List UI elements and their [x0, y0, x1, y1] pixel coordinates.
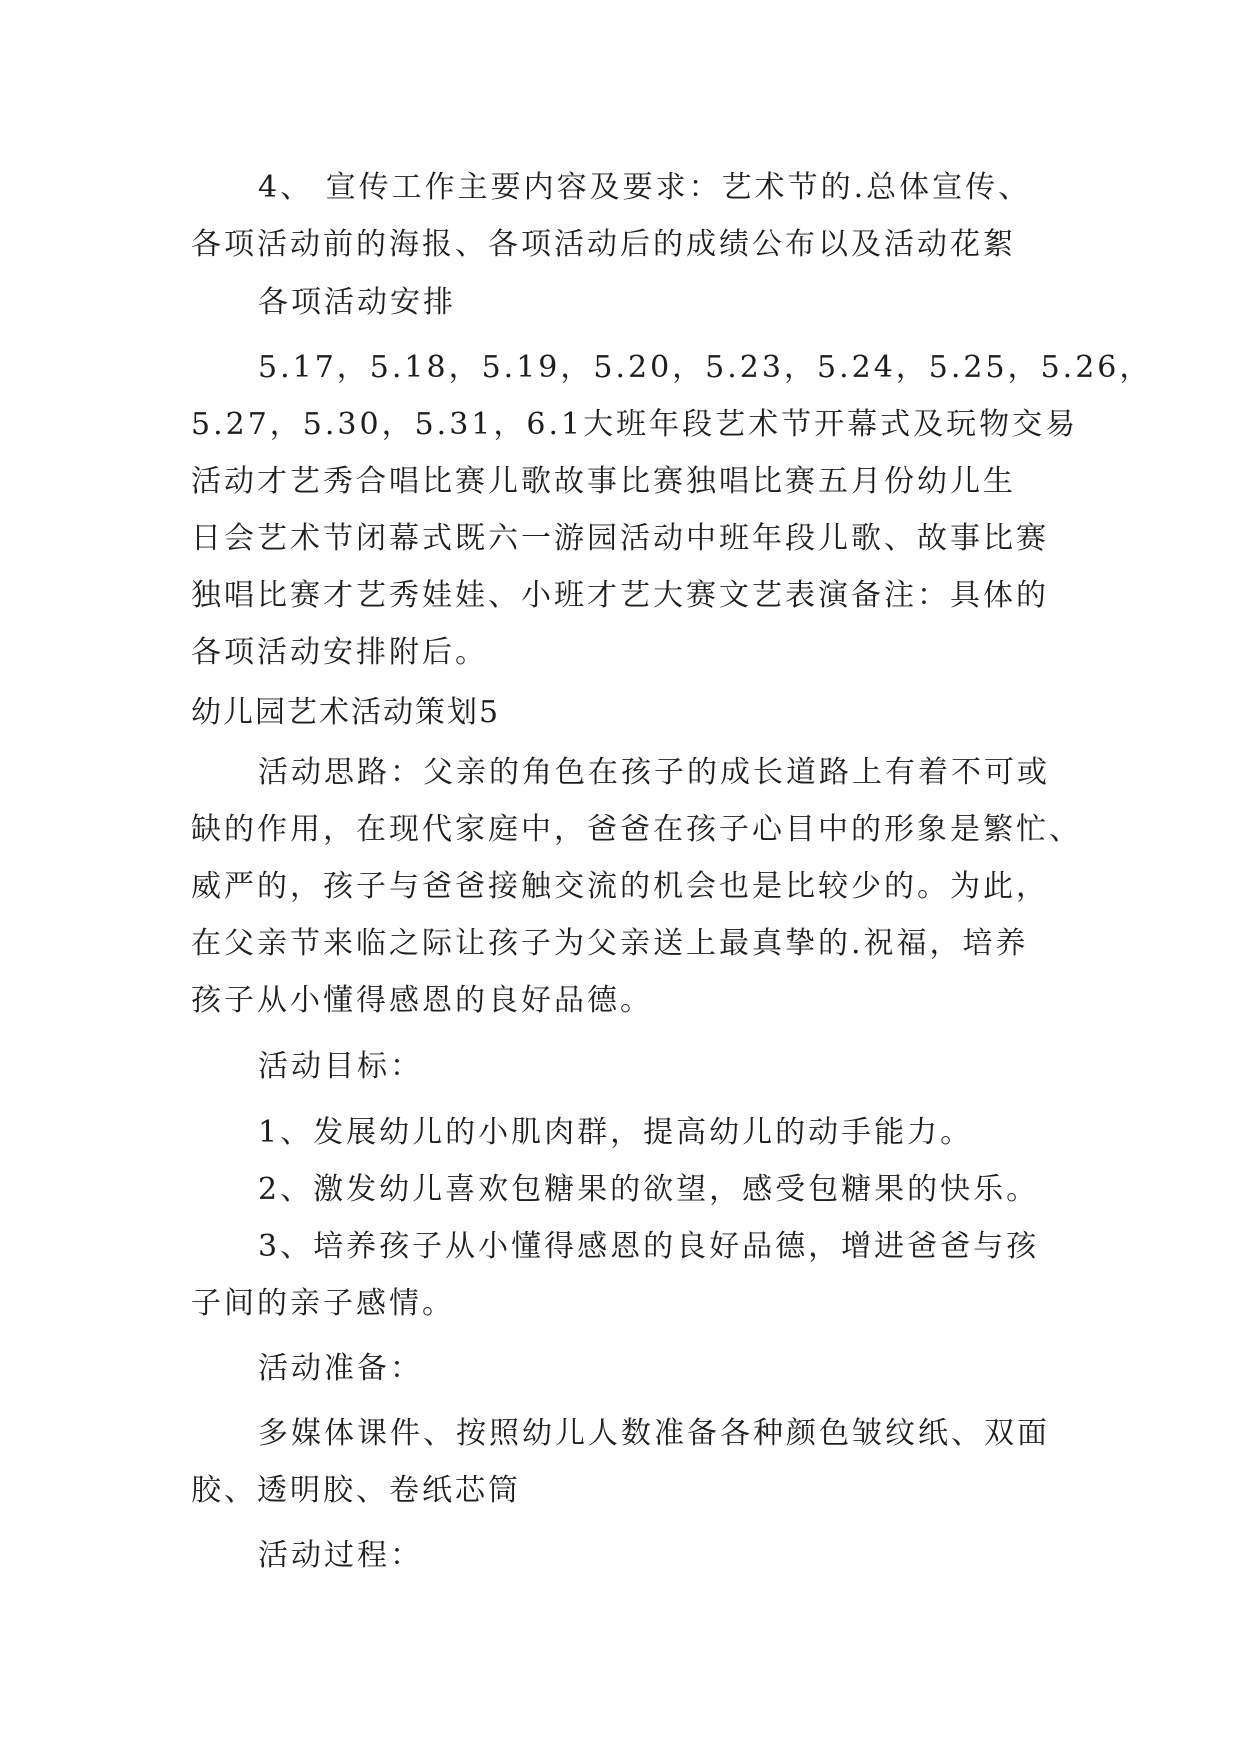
- list-item: 1、发展幼儿的小肌肉群，提高幼儿的动手能力。: [258, 1115, 974, 1150]
- list-item: 3、培养孩子从小懂得感恩的良好品德，增进爸爸与孩: [258, 1229, 1040, 1264]
- text-line: 威严的，孩子与爸爸接触交流的机会也是比较少的。为此，: [191, 869, 1049, 904]
- section-subheading: 活动过程：: [258, 1538, 423, 1573]
- text-line: 孩子从小懂得感恩的良好品德。: [191, 983, 653, 1018]
- text-line: 5.17，5.18，5.19，5.20，5.23，5.24，5.25，5.26，: [258, 350, 1153, 385]
- text-line: 各项活动前的海报、各项活动后的成绩公布以及活动花絮: [191, 227, 1016, 262]
- text-line: 多媒体课件、按照幼儿人数准备各种颜色皱纹纸、双面: [258, 1416, 1050, 1451]
- text-line: 5.27，5.30，5.31，6.1大班年段艺术节开幕式及玩物交易: [191, 407, 1079, 442]
- text-line: 独唱比赛才艺秀娃娃、小班才艺大赛文艺表演备注：具体的: [191, 578, 1049, 613]
- text-line: 日会艺术节闭幕式既六一游园活动中班年段儿歌、故事比赛: [191, 521, 1049, 556]
- section-subheading: 各项活动安排: [258, 285, 456, 320]
- text-line: 子间的亲子感情。: [191, 1286, 455, 1321]
- text-line: 活动思路：父亲的角色在孩子的成长道路上有着不可或: [258, 755, 1050, 790]
- section-heading: 幼儿园艺术活动策划5: [191, 695, 501, 730]
- text-line: 胶、透明胶、卷纸芯筒: [191, 1473, 521, 1508]
- section-subheading: 活动准备：: [258, 1351, 423, 1386]
- text-line: 4、 宣传工作主要内容及要求：艺术节的.总体宣传、: [258, 170, 1032, 205]
- text-line: 在父亲节来临之际让孩子为父亲送上最真挚的.祝福，培养: [191, 926, 1029, 961]
- text-line: 缺的作用，在现代家庭中，爸爸在孩子心目中的形象是繁忙、: [191, 812, 1082, 847]
- list-item: 2、激发幼儿喜欢包糖果的欲望，感受包糖果的快乐。: [258, 1172, 1040, 1207]
- section-subheading: 活动目标：: [258, 1049, 423, 1084]
- text-line: 活动才艺秀合唱比赛儿歌故事比赛独唱比赛五月份幼儿生: [191, 464, 1016, 499]
- text-line: 各项活动安排附后。: [191, 635, 488, 670]
